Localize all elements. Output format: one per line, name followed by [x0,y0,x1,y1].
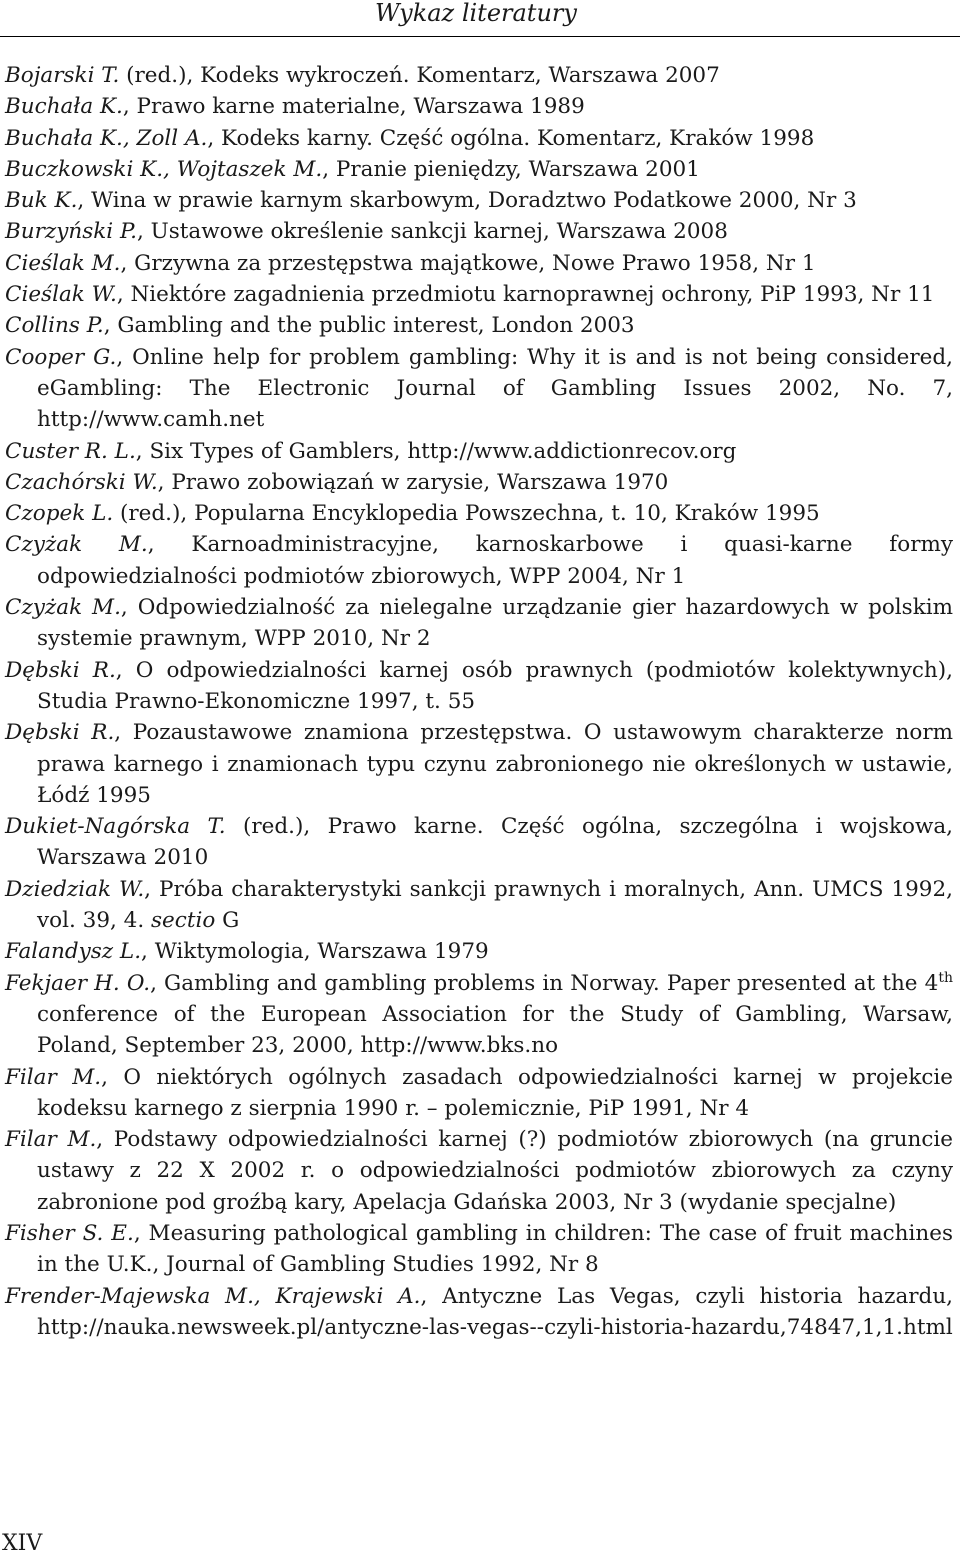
bibliography-entry [5,467,953,498]
entry-details: , Online help for problem gambling: Why it is and is not being considered, eGambling: The Electronic Journal of Gambling Issues 2002, No. 7, http://www.camh.net [37,344,953,433]
entry-author: Cieślak M. [5,250,121,276]
ordinal-suffix: th [938,969,953,986]
entry-author: Bojarski T. [5,63,120,88]
bibliography-entry [5,123,953,154]
bibliography-entry [5,310,953,341]
bibliography-entry [5,60,953,91]
entry-details: , Six Types of Gamblers, http://www.addictionrecov.org [135,438,737,464]
bibliography-entry [5,1281,953,1344]
entry-details: , Antyczne Las Vegas, czyli historia hazardu, http://nauka.newsweek.pl/antyczne-las-vegas--czyli-historia-hazardu,74847,1,1.html [37,1283,953,1340]
entry-details: , Karnoadministracyjne, karnoskarbowe i quasi-karne formy odpowiedzialności podmiotów zbiorowych, WPP 2004, Nr 1 [37,532,954,589]
entry-author: Czyżak M. [5,532,148,558]
entry-details: , Podstawy odpowiedzialności karnej (?) podmiotów zbiorowych (na gruncie ustawy z 22 X 2002 r. o odpowiedzialności podmiotów zbiorowych za czyny zabronione pod groźbą kary, Apelacja Gdańska 2003, Nr 3 (wydanie specjalne) [37,1127,954,1215]
bibliography-entry [5,436,953,467]
entry-details: , Pranie pieniędzy, Warszawa 2001 [322,156,700,182]
entry-details: (red.), Popularna Encyklopedia Powszechna, t. 10, Kraków 1995 [113,501,820,527]
entry-author: Custer R. L. [5,438,136,464]
entry-details: , Ustawowe określenie sankcji karnej, Warszawa 2008 [136,219,728,245]
entry-details: , O odpowiedzialności karnej osób prawnych (podmiotów kolektywnych), Studia Prawno-Ekonomiczne 1997, t. 55 [37,657,953,714]
bibliography-entry [5,592,953,655]
entry-author: Fisher S. E. [5,1220,134,1246]
entry-author: Burzyński P. [5,219,137,245]
entry-author: Czopek L. [5,501,114,527]
entry-author: Cieślak W. [5,282,117,308]
running-header [0,0,960,37]
entry-details: , Prawo zobowiązań w zarysie, Warszawa 1970 [157,469,669,495]
page-number: XIV [2,1531,43,1556]
bibliography-entry [5,91,953,122]
entry-details: , Measuring pathological gambling in children: The case of fruit machines in the U.K., Journal of Gambling Studies 1992, Nr 8 [37,1220,953,1278]
entry-details: , Odpowiedzialność za nielegalne urządzanie gier hazardowych w polskim systemie prawnym, WPP 2010, Nr 2 [37,595,954,652]
bibliography-entry [5,279,953,310]
entry-details: , Grzywna za przestępstwa majątkowe, Nowe Prawo 1958, Nr 1 [120,250,816,276]
entry-author: Dębski R. [5,720,115,746]
bibliography-entry [5,1124,953,1218]
entry-author: Filar M. [5,1064,102,1090]
entry-author: Dukiet-Nagórska T. [5,814,226,840]
entry-author: Buchała K., Zoll A. [5,125,208,151]
bibliography-entry [5,1218,953,1281]
bibliography-entry [5,655,953,718]
entry-author: Dziedziak W. [5,876,145,902]
entry-details: (red.), Kodeks wykroczeń. Komentarz, Warszawa 2007 [119,63,720,88]
bibliography-entry [5,529,953,592]
entry-author: Fekjaer H. O. [5,970,151,996]
entry-details: , Pozaustawowe znamiona przestępstwa. O ustawowym charakterze norm prawa karnego i znamionach typu czynu zabronionego nie określonych w ustawie, Łódź 1995 [37,720,953,808]
entry-details: (red.), Prawo karne. Część ogólna, szczególna i wojskowa, Warszawa 2010 [37,814,954,871]
entry-author: Filar M. [5,1127,97,1153]
bibliography-entry [5,342,953,436]
entry-details: , Kodeks karny. Część ogólna. Komentarz, Kraków 1998 [207,125,815,151]
entry-author: Frender-Majewska M., Krajewski A. [5,1283,421,1309]
bibliography-entry [5,717,953,811]
bibliography-entry [5,216,953,247]
entry-details: , Gambling and the public interest, London 2003 [103,313,635,339]
entry-details: , Próba charakterystyki sankcji prawnych i moralnych, Ann. UMCS 1992, vol. 39, 4. sectio G [37,876,953,934]
bibliography-entry [5,248,953,279]
bibliography-entry [5,936,953,967]
entry-details: , O niektórych ogólnych zasadach odpowiedzialności karnej w projekcie kodeksu karnego z sierpnia 1990 r. – polemicznie, PiP 1991, Nr 4 [37,1064,954,1121]
series-name: sectio [151,908,216,934]
running-header-title: Wykaz literatury [375,0,577,27]
bibliography-entry [5,968,953,1062]
bibliography-entry [5,185,953,216]
entry-author: Buczkowski K., Wojtaszek M. [5,156,323,182]
entry-details: , Wina w prawie karnym skarbowym, Doradztwo Podatkowe 2000, Nr 3 [77,188,857,214]
entry-author: Buk K. [5,188,78,214]
entry-details: , Wiktymologia, Warszawa 1979 [141,939,489,965]
entry-details: , Gambling and gambling problems in Norway. Paper presented at the 4th conference of the European Association for the Study of Gambling, Warsaw, Poland, September 23, 2000, http://www.bks.no [37,969,953,1059]
bibliography-list [5,60,953,1343]
entry-author: Cooper G. [5,344,117,370]
entry-author: Collins P. [5,313,104,339]
bibliography-entry [5,498,953,529]
entry-details: , Niektóre zagadnienia przedmiotu karnoprawnej ochrony, PiP 1993, Nr 11 [116,282,935,308]
entry-details: , Prawo karne materialne, Warszawa 1989 [122,94,585,120]
bibliography-entry [5,811,953,874]
entry-author: Dębski R. [5,657,116,683]
entry-author: Buchała K. [5,94,123,120]
entry-author: Falandysz L. [5,939,142,965]
entry-author: Czachórski W. [5,469,158,495]
bibliography-entry [5,874,953,937]
bibliography-entry [5,154,953,185]
entry-author: Czyżak M. [5,595,121,621]
bibliography-entry [5,1062,953,1125]
